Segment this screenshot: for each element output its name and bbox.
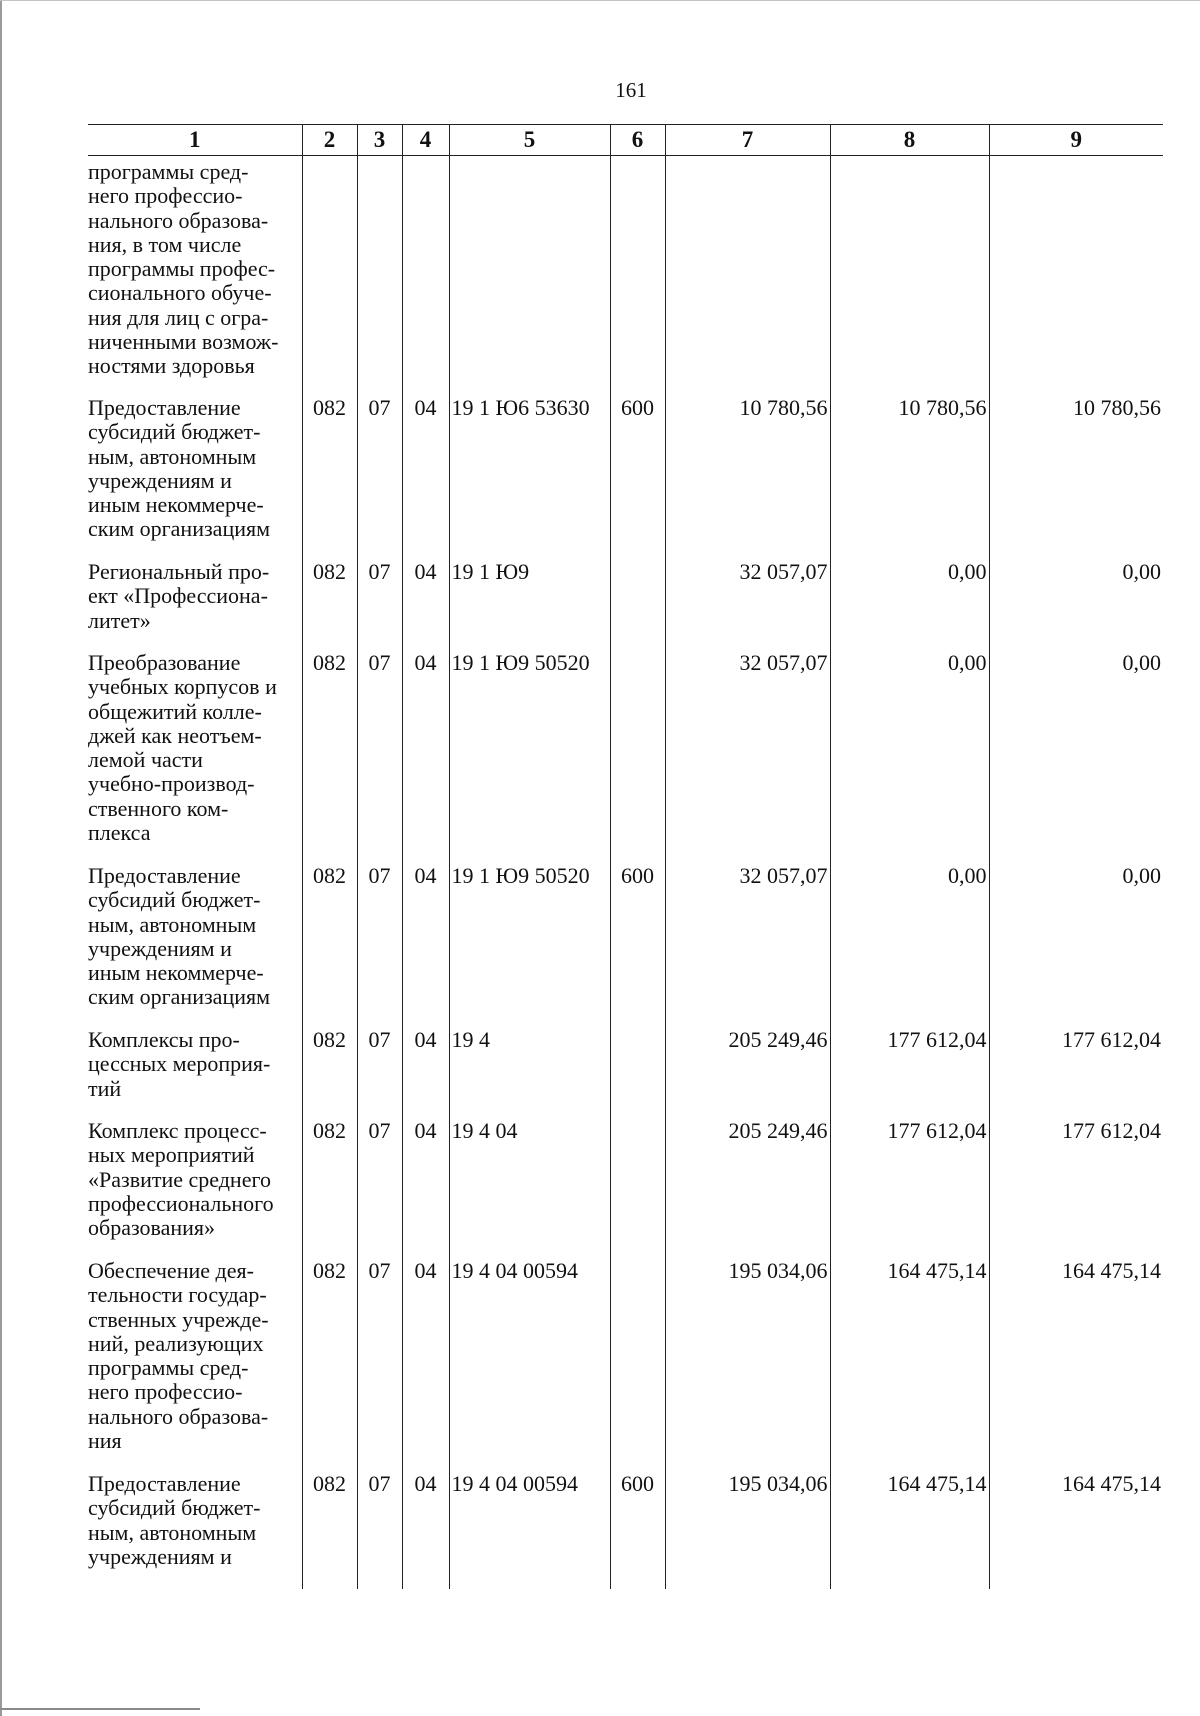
table-row bbox=[88, 560, 1163, 651]
amount-2026-cell: 177 612,04 bbox=[989, 1028, 1163, 1119]
column-header: 2 bbox=[302, 125, 357, 156]
scan-border-left bbox=[0, 0, 2, 1716]
item-name-cell bbox=[88, 560, 302, 651]
amount-2026-cell bbox=[989, 156, 1163, 397]
column-header: 6 bbox=[610, 125, 665, 156]
subsection-cell: 04 bbox=[402, 864, 449, 1028]
item-name-cell bbox=[88, 156, 302, 397]
amount-2024-cell: 32 057,07 bbox=[665, 651, 830, 864]
target-article-cell: 19 1 Ю9 50520 bbox=[449, 651, 610, 864]
item-name-line: субсидий бюджет- bbox=[88, 887, 261, 913]
expense-type-cell: 600 bbox=[610, 1472, 665, 1589]
item-name-line: ственных учрежде- bbox=[88, 1306, 269, 1332]
item-name-line: субсидий бюджет- bbox=[88, 419, 261, 445]
subsection-cell: 04 bbox=[402, 1028, 449, 1119]
target-article-cell: 19 4 04 00594 bbox=[449, 1472, 610, 1589]
item-name-line: программы профес- bbox=[88, 256, 276, 282]
item-name-line: ний, реализующих bbox=[88, 1330, 264, 1356]
item-name-line: нального образова- bbox=[88, 207, 269, 233]
gov-code-cell: 082 bbox=[302, 1028, 357, 1119]
subsection-cell: 04 bbox=[402, 1259, 449, 1472]
subsection-cell bbox=[402, 156, 449, 397]
item-name-line: ным, автономным bbox=[88, 1519, 257, 1545]
item-name-line: Преобразование bbox=[88, 650, 241, 675]
column-header: 1 bbox=[88, 125, 302, 156]
amount-2025-cell: 0,00 bbox=[830, 864, 989, 1028]
item-name-line: цессных мероприя- bbox=[88, 1051, 271, 1077]
item-name-line: учебных корпусов и bbox=[88, 674, 277, 700]
amount-2025-cell: 0,00 bbox=[830, 560, 989, 651]
item-name-line: программы сред- bbox=[88, 159, 249, 184]
target-article-cell: 19 4 04 bbox=[449, 1119, 610, 1259]
scan-border-top bbox=[0, 0, 1200, 1]
item-name-line: профессионального bbox=[88, 1190, 274, 1216]
column-header: 7 bbox=[665, 125, 830, 156]
gov-code-cell: 082 bbox=[302, 1472, 357, 1589]
amount-2026-cell: 0,00 bbox=[989, 560, 1163, 651]
table-row bbox=[88, 396, 1163, 560]
amount-2026-cell: 164 475,14 bbox=[989, 1472, 1163, 1589]
item-name-cell bbox=[88, 1472, 302, 1589]
expense-type-cell bbox=[610, 560, 665, 651]
expense-type-cell bbox=[610, 1119, 665, 1259]
item-name-cell bbox=[88, 1259, 302, 1472]
item-name-line: Обеспечение дея- bbox=[88, 1258, 254, 1283]
amount-2024-cell bbox=[665, 156, 830, 397]
amount-2024-cell: 205 249,46 bbox=[665, 1119, 830, 1259]
item-name-line: ния для лиц с огра- bbox=[88, 304, 269, 330]
expense-type-cell bbox=[610, 156, 665, 397]
item-name-line: Комплекс процесс- bbox=[88, 1118, 267, 1143]
column-header: 3 bbox=[357, 125, 402, 156]
amount-2026-cell: 177 612,04 bbox=[989, 1119, 1163, 1259]
item-name-line: учреждениям и bbox=[88, 1543, 232, 1569]
item-name-line: ных мероприятий bbox=[88, 1142, 255, 1168]
subsection-cell: 04 bbox=[402, 560, 449, 651]
section-cell bbox=[357, 156, 402, 397]
gov-code-cell: 082 bbox=[302, 651, 357, 864]
gov-code-cell: 082 bbox=[302, 396, 357, 560]
subsection-cell: 04 bbox=[402, 1472, 449, 1589]
gov-code-cell: 082 bbox=[302, 864, 357, 1028]
column-header: 5 bbox=[449, 125, 610, 156]
item-name-line: ным, автономным bbox=[88, 911, 257, 937]
item-name-line: нального образова- bbox=[88, 1403, 269, 1429]
item-name-line: программы сред- bbox=[88, 1355, 249, 1381]
amount-2026-cell: 0,00 bbox=[989, 864, 1163, 1028]
section-cell: 07 bbox=[357, 651, 402, 864]
gov-code-cell: 082 bbox=[302, 1119, 357, 1259]
subsection-cell: 04 bbox=[402, 651, 449, 864]
item-name-line: джей как неотъем- bbox=[88, 722, 262, 748]
item-name-line: Региональный про- bbox=[88, 559, 270, 584]
amount-2025-cell: 177 612,04 bbox=[830, 1119, 989, 1259]
section-cell: 07 bbox=[357, 1472, 402, 1589]
expense-type-cell bbox=[610, 1259, 665, 1472]
item-name-line: плекса bbox=[88, 820, 151, 846]
item-name-line: него профессио- bbox=[88, 183, 243, 209]
amount-2024-cell: 195 034,06 bbox=[665, 1472, 830, 1589]
item-name-line: него профессио- bbox=[88, 1379, 243, 1405]
item-name-line: лемой части bbox=[88, 747, 203, 773]
item-name-line: учреждениям и bbox=[88, 467, 232, 493]
target-article-cell: 19 1 Ю9 bbox=[449, 560, 610, 651]
amount-2024-cell: 205 249,46 bbox=[665, 1028, 830, 1119]
subsection-cell: 04 bbox=[402, 396, 449, 560]
section-cell: 07 bbox=[357, 864, 402, 1028]
scan-border-bottom bbox=[0, 1708, 200, 1710]
amount-2025-cell: 177 612,04 bbox=[830, 1028, 989, 1119]
item-name-line: общежитий колле- bbox=[88, 698, 262, 724]
item-name-line: Предоставление bbox=[88, 1471, 241, 1496]
item-name-cell bbox=[88, 651, 302, 864]
item-name-line: литет» bbox=[88, 607, 151, 633]
item-name-line: ниченными возмож- bbox=[88, 329, 279, 355]
table-row bbox=[88, 1028, 1163, 1119]
table-row bbox=[88, 864, 1163, 1028]
item-name-line: сионального обуче- bbox=[88, 280, 272, 306]
table-row bbox=[88, 651, 1163, 864]
amount-2024-cell: 195 034,06 bbox=[665, 1259, 830, 1472]
column-header: 8 bbox=[830, 125, 989, 156]
target-article-cell: 19 1 Ю9 50520 bbox=[449, 864, 610, 1028]
amount-2025-cell: 164 475,14 bbox=[830, 1259, 989, 1472]
item-name-line: учебно-производ- bbox=[88, 771, 255, 797]
amount-2026-cell: 164 475,14 bbox=[989, 1259, 1163, 1472]
column-header: 4 bbox=[402, 125, 449, 156]
item-name-line: ностями здоровья bbox=[88, 353, 255, 379]
gov-code-cell: 082 bbox=[302, 560, 357, 651]
amount-2025-cell: 10 780,56 bbox=[830, 396, 989, 560]
column-header: 9 bbox=[989, 125, 1163, 156]
section-cell: 07 bbox=[357, 1028, 402, 1119]
item-name-cell bbox=[88, 864, 302, 1028]
item-name-cell bbox=[88, 1028, 302, 1119]
gov-code-cell bbox=[302, 156, 357, 397]
item-name-line: образования» bbox=[88, 1215, 216, 1241]
item-name-line: ственного ком- bbox=[88, 795, 229, 821]
amount-2026-cell: 10 780,56 bbox=[989, 396, 1163, 560]
section-cell: 07 bbox=[357, 560, 402, 651]
amount-2024-cell: 10 780,56 bbox=[665, 396, 830, 560]
table-row bbox=[88, 1259, 1163, 1472]
item-name-line: тельности государ- bbox=[88, 1282, 267, 1308]
expense-type-cell bbox=[610, 651, 665, 864]
table-row bbox=[88, 1119, 1163, 1259]
item-name-line: учреждениям и bbox=[88, 935, 232, 961]
item-name-line: ным, автономным bbox=[88, 443, 257, 469]
expense-type-cell bbox=[610, 1028, 665, 1119]
budget-table bbox=[88, 124, 1163, 1589]
section-cell: 07 bbox=[357, 1119, 402, 1259]
amount-2025-cell: 164 475,14 bbox=[830, 1472, 989, 1589]
item-name-line: субсидий бюджет- bbox=[88, 1495, 261, 1521]
item-name-line: иным некоммерче- bbox=[88, 960, 264, 986]
page-number: 161 bbox=[615, 78, 647, 102]
item-name-cell bbox=[88, 1119, 302, 1259]
target-article-cell: 19 1 Ю6 53630 bbox=[449, 396, 610, 560]
item-name-line: иным некоммерче- bbox=[88, 492, 264, 518]
subsection-cell: 04 bbox=[402, 1119, 449, 1259]
amount-2026-cell: 0,00 bbox=[989, 651, 1163, 864]
amount-2024-cell: 32 057,07 bbox=[665, 864, 830, 1028]
table-row bbox=[88, 1472, 1163, 1589]
item-name-line: Предоставление bbox=[88, 863, 241, 888]
item-name-line: «Развитие среднего bbox=[88, 1166, 271, 1192]
item-name-line: ект «Профессиона- bbox=[88, 583, 268, 609]
section-cell: 07 bbox=[357, 1259, 402, 1472]
item-name-cell bbox=[88, 396, 302, 560]
target-article-cell: 19 4 04 00594 bbox=[449, 1259, 610, 1472]
amount-2024-cell: 32 057,07 bbox=[665, 560, 830, 651]
target-article-cell: 19 4 bbox=[449, 1028, 610, 1119]
item-name-line: Комплексы про- bbox=[88, 1027, 240, 1052]
expense-type-cell: 600 bbox=[610, 864, 665, 1028]
amount-2025-cell bbox=[830, 156, 989, 397]
amount-2025-cell: 0,00 bbox=[830, 651, 989, 864]
target-article-cell bbox=[449, 156, 610, 397]
item-name-line: ским организациям bbox=[88, 516, 271, 542]
item-name-line: ния, в том числе bbox=[88, 231, 242, 257]
table-row bbox=[88, 156, 1163, 397]
gov-code-cell: 082 bbox=[302, 1259, 357, 1472]
expense-type-cell: 600 bbox=[610, 396, 665, 560]
item-name-line: ния bbox=[88, 1428, 122, 1454]
item-name-line: ским организациям bbox=[88, 984, 271, 1010]
section-cell: 07 bbox=[357, 396, 402, 560]
item-name-line: Предоставление bbox=[88, 395, 241, 420]
table-header-row bbox=[88, 125, 1163, 156]
item-name-line: тий bbox=[88, 1075, 122, 1101]
